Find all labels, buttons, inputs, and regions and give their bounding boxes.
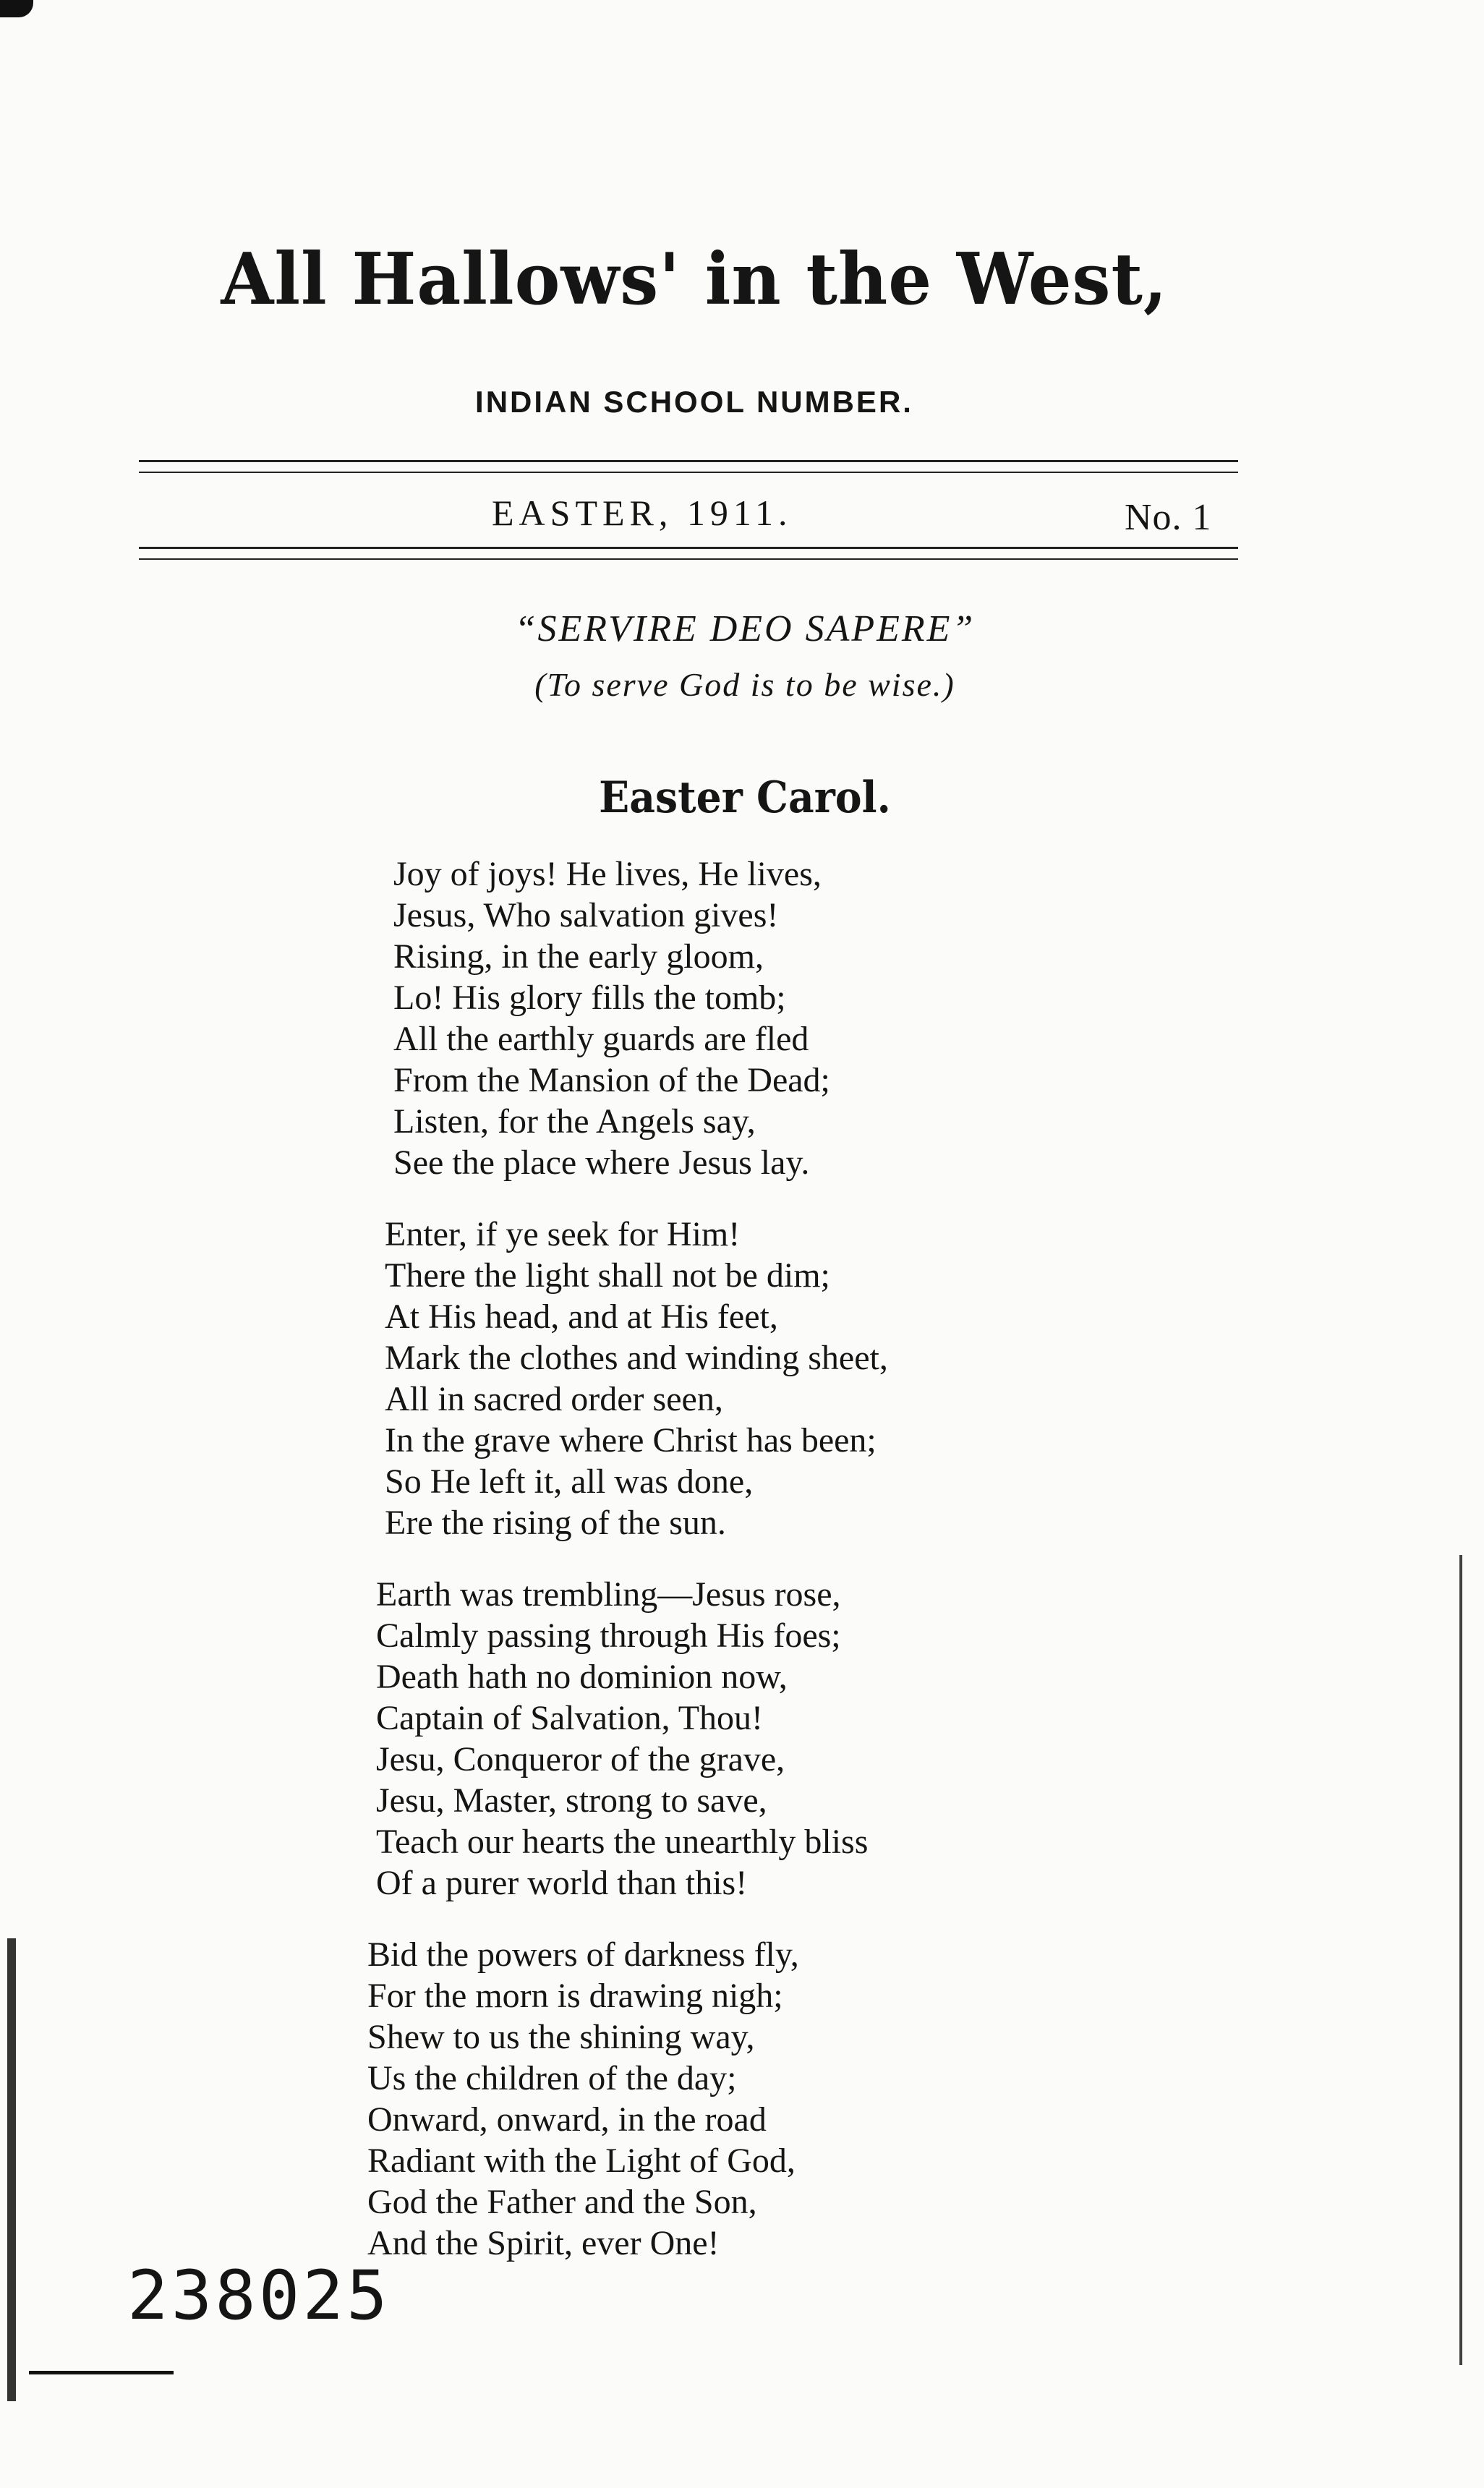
poem-line: Us the children of the day;: [367, 2059, 737, 2097]
scan-edge-mark-bottom: [29, 2371, 174, 2374]
poem-stanza: [367, 1934, 1394, 2264]
poem-line: Calmly passing through His foes;: [376, 1616, 841, 1655]
poem-body: [367, 853, 1394, 2294]
poem-line: See the place where Jesus lay.: [393, 1143, 810, 1182]
poem-line: Captain of Salvation, Thou!: [376, 1699, 764, 1737]
divider-rule: [139, 460, 1238, 462]
poem-line: God the Father and the Son,: [367, 2183, 757, 2221]
poem-stanza: [376, 1574, 1394, 1904]
poem-line: Mark the clothes and winding sheet,: [385, 1339, 888, 1377]
poem-line: At His head, and at His feet,: [385, 1298, 778, 1336]
poem-line: Bid the powers of darkness fly,: [367, 1935, 799, 1974]
poem-line: Onward, onward, in the road: [367, 2100, 767, 2139]
poem-line: Jesus, Who salvation gives!: [393, 896, 779, 934]
motto-translation: (To serve God is to be wise.): [534, 666, 955, 703]
scan-edge-mark-top-left: [0, 0, 33, 17]
divider-rule: [139, 558, 1238, 560]
poem-line: There the light shall not be dim;: [385, 1256, 830, 1295]
poem-line: Shew to us the shining way,: [367, 2018, 755, 2056]
issue-date: EASTER, 1911.: [492, 493, 793, 533]
poem-line: Ere the rising of the sun.: [385, 1504, 726, 1542]
poem-line: Radiant with the Light of God,: [367, 2142, 796, 2180]
poem-line: And the Spirit, ever One!: [367, 2224, 720, 2262]
poem-line: Teach our hearts the unearthly bliss: [376, 1823, 869, 1861]
poem-line: Lo! His glory fills the tomb;: [393, 979, 786, 1017]
divider-rule: [139, 472, 1238, 473]
poem-stanza: [385, 1214, 1394, 1543]
scan-edge-mark-right: [1459, 1555, 1462, 2365]
poem-line: All the earthly guards are fled: [393, 1020, 809, 1058]
poem-line: Jesu, Conqueror of the grave,: [376, 1740, 785, 1778]
poem-line: Enter, if ye seek for Him!: [385, 1215, 741, 1253]
poem-title: Easter Carol.: [599, 772, 891, 823]
poem-line: Jesu, Master, strong to save,: [376, 1781, 767, 1820]
masthead-title: All Hallows' in the West,: [221, 238, 1168, 321]
poem-line: So He left it, all was done,: [385, 1462, 754, 1501]
poem-line: From the Mansion of the Dead;: [393, 1061, 830, 1099]
masthead-subtitle: INDIAN SCHOOL NUMBER.: [475, 385, 913, 419]
poem-line: Death hath no dominion now,: [376, 1658, 788, 1696]
motto-latin: “SERVIRE DEO SAPERE”: [514, 608, 976, 649]
poem-line: In the grave where Christ has been;: [385, 1421, 877, 1460]
poem-line: All in sacred order seen,: [385, 1380, 723, 1418]
divider-rule: [139, 547, 1238, 549]
issue-number: No. 1: [1125, 497, 1212, 538]
poem-line: Rising, in the early gloom,: [393, 937, 764, 976]
scan-edge-mark-left: [7, 1938, 16, 2401]
poem-stanza: [393, 853, 1394, 1183]
poem-line: Earth was trembling—Jesus rose,: [376, 1575, 841, 1614]
poem-line: Of a purer world than this!: [376, 1864, 748, 1902]
poem-line: Joy of joys! He lives, He lives,: [393, 855, 822, 893]
poem-line: Listen, for the Angels say,: [393, 1102, 756, 1141]
catalog-number: 238025: [127, 2257, 391, 2335]
poem-line: For the morn is drawing nigh;: [367, 1977, 783, 2015]
